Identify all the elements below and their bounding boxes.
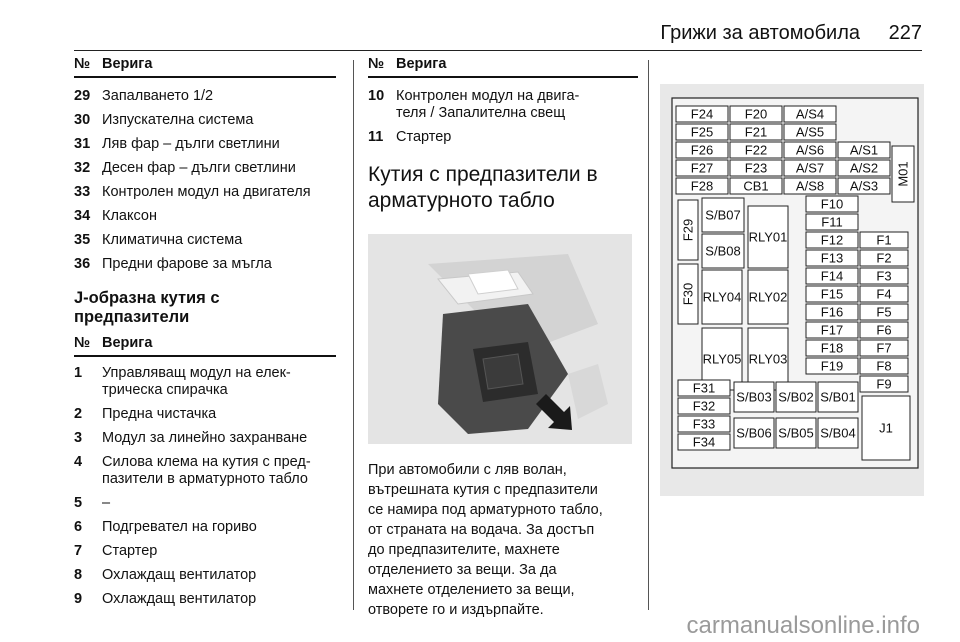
fuse-f22 [730, 142, 782, 158]
table-row [74, 430, 336, 447]
row-number: 3 [74, 430, 83, 446]
svg-text:F34: F34 [692, 434, 716, 450]
row-text-continued: теля / Запалителна свещ [396, 105, 566, 121]
row-text: Предни фарове за мъгла [102, 256, 272, 272]
fuse-as8 [784, 178, 836, 194]
row-text: Изпускателна система [102, 112, 254, 128]
fuse-f7 [860, 340, 908, 356]
fuse-as2 [838, 160, 890, 176]
fuse-sb04 [818, 418, 858, 448]
fuse-f29 [678, 200, 698, 260]
fuse-f8 [860, 358, 908, 374]
table-row [74, 256, 336, 273]
svg-text:A/S8: A/S8 [795, 178, 825, 194]
fuse-rly04 [702, 270, 742, 324]
svg-text:A/S1: A/S1 [849, 142, 879, 158]
column-circuit-header: Верига [102, 56, 153, 72]
svg-text:F12: F12 [820, 232, 844, 248]
svg-text:F18: F18 [820, 340, 844, 356]
fuse-as7 [784, 160, 836, 176]
paragraph-line: от страната на водача. За достъп [368, 522, 595, 538]
row-text: Стартер [102, 543, 158, 559]
row-text: Контролен модул на двига- [396, 88, 580, 104]
table-header [74, 56, 336, 78]
row-number: 35 [74, 232, 91, 248]
svg-text:F10: F10 [820, 196, 844, 212]
row-text: Предна чистачка [102, 406, 217, 422]
svg-text:F23: F23 [744, 160, 768, 176]
fuse-j1 [862, 396, 910, 460]
column-divider [648, 60, 649, 610]
fuse-rly02 [748, 270, 788, 324]
fuse-table-1 [74, 78, 336, 273]
svg-text:F28: F28 [690, 178, 714, 194]
fuse-box-svg [660, 84, 924, 496]
row-text: Запалването 1/2 [102, 88, 214, 104]
fuse-sb02 [776, 382, 816, 412]
paragraph-line: се намира под арматурното табло, [368, 502, 603, 518]
fuse-f34 [678, 434, 730, 450]
svg-text:S/B02: S/B02 [778, 389, 814, 405]
svg-text:S/B07: S/B07 [705, 207, 741, 223]
fuse-sb08 [702, 234, 744, 268]
table-row [368, 88, 638, 122]
page-title: Грижи за автомобила [660, 22, 860, 44]
fuse-m01 [892, 146, 914, 202]
fuse-f17 [806, 322, 858, 338]
table-row [74, 567, 336, 584]
svg-text:S/B05: S/B05 [778, 425, 814, 441]
location-paragraph [368, 460, 638, 620]
fuse-f12 [806, 232, 858, 248]
column-divider [353, 60, 354, 610]
table-row [74, 160, 336, 177]
paragraph-line: отделението за вещи. За да [368, 562, 557, 578]
row-text: Охлаждащ вентилатор [102, 591, 257, 607]
row-text: Ляв фар – дълги светлини [102, 136, 280, 152]
fuse-sb03 [734, 382, 774, 412]
table-row [74, 406, 336, 423]
fuse-f27 [676, 160, 728, 176]
glovebox-illustration [368, 234, 632, 444]
svg-text:F30: F30 [680, 282, 696, 306]
svg-text:F2: F2 [876, 250, 892, 266]
svg-text:S/B06: S/B06 [736, 425, 772, 441]
fuse-f2 [860, 250, 908, 266]
row-number: 33 [74, 184, 91, 200]
svg-text:A/S5: A/S5 [795, 124, 825, 140]
section-title [368, 162, 638, 214]
svg-text:J1: J1 [879, 420, 893, 436]
jbox-heading: J-образна кутия с предпазители [74, 289, 220, 326]
fuse-f13 [806, 250, 858, 266]
row-number: 4 [74, 454, 83, 470]
row-text: Подгревател на гориво [102, 519, 257, 535]
svg-text:F5: F5 [876, 304, 892, 320]
page-number: 227 [888, 22, 922, 44]
fuse-f3 [860, 268, 908, 284]
fuse-sb01 [818, 382, 858, 412]
table-row [74, 88, 336, 105]
svg-text:F16: F16 [820, 304, 844, 320]
row-text: Клаксон [102, 208, 157, 224]
middle-column [368, 56, 638, 214]
fuse-f19 [806, 358, 858, 374]
svg-text:F3: F3 [876, 268, 892, 284]
svg-text:A/S4: A/S4 [795, 106, 825, 122]
svg-text:F22: F22 [744, 142, 768, 158]
footer-watermark: carmanualsonline.info [686, 612, 920, 639]
column-circuit-header: Верига [102, 335, 153, 351]
column-number-header: № [74, 56, 91, 72]
paragraph-line: до предпазителите, махнете [368, 542, 560, 558]
svg-text:F17: F17 [820, 322, 844, 338]
svg-text:F8: F8 [876, 358, 892, 374]
row-number: 10 [368, 88, 385, 104]
fuse-f26 [676, 142, 728, 158]
row-number: 30 [74, 112, 91, 128]
table-row [74, 454, 336, 488]
row-text: Климатична система [102, 232, 243, 248]
row-text: Модул за линейно захранване [102, 430, 308, 446]
fuse-f31 [678, 380, 730, 396]
svg-text:F4: F4 [876, 286, 892, 302]
glovebox-photo [368, 234, 632, 444]
fuse-f11 [806, 214, 858, 230]
fuse-as5 [784, 124, 836, 140]
svg-text:A/S7: A/S7 [795, 160, 825, 176]
row-text-continued: пазители в арматурното табло [102, 471, 308, 487]
row-text: Охлаждащ вентилатор [102, 567, 257, 583]
row-text: – [102, 495, 111, 511]
fuse-sb05 [776, 418, 816, 448]
svg-text:F19: F19 [820, 358, 844, 374]
column-circuit-header: Верига [396, 56, 447, 72]
svg-text:A/S3: A/S3 [849, 178, 879, 194]
fuse-as6 [784, 142, 836, 158]
row-number: 32 [74, 160, 91, 176]
row-number: 6 [74, 519, 83, 535]
row-number: 5 [74, 495, 83, 511]
fuse-as4 [784, 106, 836, 122]
svg-text:F24: F24 [690, 106, 714, 122]
svg-text:RLY02: RLY02 [748, 289, 788, 305]
svg-text:F31: F31 [692, 380, 716, 396]
fuse-f9 [860, 376, 908, 392]
svg-text:F15: F15 [820, 286, 844, 302]
svg-text:F11: F11 [821, 214, 843, 230]
row-text: Десен фар – дълги светлини [102, 160, 296, 176]
table-row [74, 136, 336, 153]
fuse-f30 [678, 264, 698, 324]
row-number: 34 [74, 208, 91, 224]
fuse-f4 [860, 286, 908, 302]
row-number: 36 [74, 256, 91, 272]
row-number: 11 [368, 129, 384, 145]
fuse-sb07 [702, 198, 744, 232]
table-row [74, 495, 336, 512]
fuse-f10 [806, 196, 858, 212]
table-row [74, 232, 336, 249]
fuse-as3 [838, 178, 890, 194]
fuse-f18 [806, 340, 858, 356]
svg-text:F13: F13 [820, 250, 844, 266]
fuse-sb06 [734, 418, 774, 448]
svg-text:RLY04: RLY04 [702, 289, 742, 305]
header-rule [74, 50, 922, 51]
svg-text:F20: F20 [744, 106, 768, 122]
paragraph-line: вътрешната кутия с предпазители [368, 482, 598, 498]
fuse-table-2 [74, 357, 336, 608]
svg-text:RLY01: RLY01 [748, 229, 788, 245]
svg-text:F25: F25 [690, 124, 714, 140]
fuse-f23 [730, 160, 782, 176]
svg-text:S/B08: S/B08 [705, 243, 741, 259]
fuse-f32 [678, 398, 730, 414]
fuse-rly03 [748, 328, 788, 390]
fuse-f6 [860, 322, 908, 338]
svg-text:F7: F7 [876, 340, 892, 356]
svg-text:F6: F6 [876, 322, 892, 338]
fuse-cb1 [730, 178, 782, 194]
fuse-f14 [806, 268, 858, 284]
svg-text:A/S6: A/S6 [795, 142, 825, 158]
svg-text:F26: F26 [690, 142, 714, 158]
fuse-f20 [730, 106, 782, 122]
row-text: Контролен модул на двигателя [102, 184, 311, 200]
table-row [74, 184, 336, 201]
fuse-table-3 [368, 78, 638, 146]
paragraph-line: При автомобили с ляв волан, [368, 462, 567, 478]
svg-text:M01: M01 [895, 161, 911, 187]
svg-text:CB1: CB1 [743, 178, 769, 194]
page-header [0, 0, 960, 48]
row-number: 2 [74, 406, 83, 422]
table-header [368, 56, 638, 78]
section-title-line: арматурното табло [368, 189, 555, 212]
svg-text:F33: F33 [692, 416, 716, 432]
column-number-header: № [368, 56, 385, 72]
row-text: Управляващ модул на елек- [102, 365, 291, 381]
row-text-continued: трическа спирачка [102, 382, 228, 398]
fuse-f25 [676, 124, 728, 140]
table-header [74, 335, 336, 357]
svg-text:S/B01: S/B01 [820, 389, 856, 405]
row-number: 31 [74, 136, 91, 152]
fuse-f5 [860, 304, 908, 320]
fuse-as1 [838, 142, 890, 158]
table-row [74, 591, 336, 608]
svg-text:S/B03: S/B03 [736, 389, 772, 405]
fuse-f16 [806, 304, 858, 320]
section-title-line: Кутия с предпазители в [368, 163, 598, 186]
table-row [74, 112, 336, 129]
svg-text:F27: F27 [690, 160, 714, 176]
svg-text:A/S2: A/S2 [849, 160, 879, 176]
svg-text:F1: F1 [876, 232, 892, 248]
table-row [368, 129, 638, 146]
row-text: Силова клема на кутия с пред- [102, 454, 311, 470]
fuse-f1 [860, 232, 908, 248]
fuse-f21 [730, 124, 782, 140]
fuse-f28 [676, 178, 728, 194]
fuse-f24 [676, 106, 728, 122]
fuse-f33 [678, 416, 730, 432]
svg-text:F29: F29 [680, 218, 696, 242]
table-row [74, 519, 336, 536]
row-text: Стартер [396, 129, 452, 145]
row-number: 29 [74, 88, 91, 104]
row-number: 9 [74, 591, 83, 607]
svg-text:RLY03: RLY03 [748, 351, 788, 367]
row-number: 1 [74, 365, 83, 381]
svg-text:F14: F14 [820, 268, 844, 284]
table-row [74, 365, 336, 399]
svg-text:F21: F21 [744, 124, 768, 140]
row-number: 7 [74, 543, 83, 559]
left-column [74, 56, 336, 608]
paragraph-line: махнете отделението за вещи, [368, 582, 575, 598]
row-number: 8 [74, 567, 83, 583]
svg-text:S/B04: S/B04 [820, 425, 856, 441]
paragraph-line: отворете го и издърпайте. [368, 602, 544, 618]
svg-text:F32: F32 [692, 398, 716, 414]
svg-text:RLY05: RLY05 [702, 351, 742, 367]
table-row [74, 208, 336, 225]
table-row [74, 543, 336, 560]
fuse-f15 [806, 286, 858, 302]
fuse-rly01 [748, 206, 788, 268]
svg-text:F9: F9 [876, 376, 892, 392]
column-number-header: № [74, 335, 91, 351]
fuse-box-diagram [660, 84, 924, 496]
